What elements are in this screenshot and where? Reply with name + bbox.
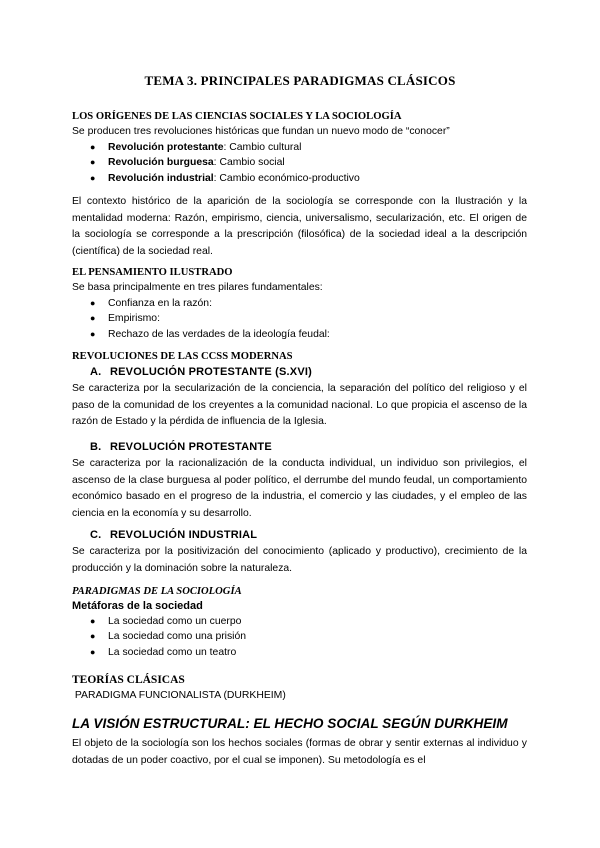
subheading-title: REVOLUCIÓN PROTESTANTE (S.XVI): [110, 366, 312, 378]
section-heading-paradigmas: PARADIGMAS DE LA SOCIOLOGÍA: [72, 586, 242, 597]
subheading-letter: B.: [90, 441, 102, 453]
list-item-text: : Cambio cultural: [223, 142, 302, 153]
list-item: [90, 645, 246, 660]
origenes-intro: Se producen tres revoluciones históricas que fundan un nuevo modo de “conocer”: [72, 126, 450, 137]
subheading-b: [90, 441, 272, 453]
section-heading-ilustrado: EL PENSAMIENTO ILUSTRADO: [72, 267, 233, 278]
ilustrado-intro: Se basa principalmente en tres pilares fundamentales:: [72, 282, 323, 293]
section-heading-revoluciones: REVOLUCIONES DE LAS CCSS MODERNAS: [72, 351, 293, 362]
bullet-icon: ●: [90, 298, 96, 308]
list-item-bold: Revolución burguesa: [108, 157, 214, 169]
list-item: [90, 327, 330, 342]
bullet-icon: ●: [90, 631, 96, 642]
list-item: [90, 629, 246, 644]
list-item-text: La sociedad como un teatro: [108, 646, 237, 658]
list-item-text: La sociedad como una prisión: [108, 631, 247, 643]
list-item: [90, 311, 330, 326]
metaforas-subheading: Metáforas de la sociedad: [72, 600, 203, 612]
bullet-icon: ●: [90, 616, 96, 626]
list-item-text: Rechazo de las verdades de la ideología feudal:: [108, 328, 330, 340]
bullet-icon: ●: [90, 172, 96, 183]
subheading-a: [90, 366, 312, 378]
bullet-icon: ●: [90, 157, 96, 168]
bullet-icon: ●: [90, 313, 96, 324]
subheading-title: REVOLUCIÓN PROTESTANTE: [110, 441, 272, 453]
bullet-icon: ●: [90, 328, 96, 339]
list-item-bold: Revolución protestante: [108, 142, 224, 153]
subheading-title: REVOLUCIÓN INDUSTRIAL: [110, 529, 258, 541]
list-item-bold: Revolución industrial: [108, 172, 214, 184]
list-item-text: Empirismo:: [108, 313, 160, 325]
vision-estructural-paragraph: El objeto de la sociología son los hechos sociales (formas de obrar y sentir externas al individuo y dotadas de un poder coactivo, por el cual se imponen). Su metodología es el: [72, 738, 527, 766]
paradigma-funcionalista: PARADIGMA FUNCIONALISTA (DURKHEIM): [72, 690, 286, 701]
list-item: [90, 171, 360, 186]
section-heading-teorias: TEORÍAS CLÁSICAS: [72, 674, 185, 686]
page-title: TEMA 3. PRINCIPALES PARADIGMAS CLÁSICOS: [144, 73, 456, 88]
revoluciones-list: [90, 140, 360, 186]
list-item-text: : Cambio social: [213, 157, 285, 169]
list-item: [90, 140, 360, 155]
pilares-list: [90, 296, 330, 342]
list-item-text: Confianza en la razón:: [108, 298, 212, 309]
revolucion-a-paragraph: Se caracteriza por la secularización de la conciencia, la separación del político del religioso y el paso de la comunidad de los creyentes a la comunidad nacional. Lo que propicia el ascenso de la razón de Estado y la pérdida de influencia de la Iglesia.: [72, 383, 527, 428]
subheading-letter: A.: [90, 366, 102, 378]
revolucion-c-paragraph: Se caracteriza por la positivización del conocimiento (aplicado y productivo), crecimiento de la producción y la dominación sobre la naturaleza.: [72, 546, 527, 574]
list-item: [90, 155, 360, 170]
revolucion-b-paragraph: Se caracteriza por la racionalización de la conducta individual, un individuo son privilegios, el ascenso de la clase burguesa al poder político, el derrumbe del mundo feudal, un comportamiento económico basado en el progreso de la industria, el comercio y las ciudades, y el empleo de las ciencia en la economía y su desarrollo.: [72, 458, 527, 519]
subheading-letter: C.: [90, 529, 102, 541]
list-item-text: : Cambio económico-productivo: [213, 172, 360, 184]
metaforas-list: [90, 614, 246, 660]
subheading-c: [90, 529, 257, 541]
list-item: [90, 296, 330, 311]
origenes-paragraph: El contexto histórico de la aparición de la sociología se corresponde con la Ilustración y la mentalidad moderna: Razón, empirismo, ciencia, universalismo, secularización, etc. El origen de la sociología se corresponde a la prescripción (filosófica) de la sociedad ideal a la descripción (científica) de la sociedad real.: [72, 196, 527, 257]
section-heading-vision-estructural: LA VISIÓN ESTRUCTURAL: EL HECHO SOCIAL SEGÚN DURKHEIM: [72, 716, 508, 731]
list-item-text: La sociedad como un cuerpo: [108, 616, 242, 627]
list-item: [90, 614, 246, 629]
bullet-icon: ●: [90, 646, 96, 657]
bullet-icon: ●: [90, 142, 96, 152]
section-heading-origenes: LOS ORÍGENES DE LAS CIENCIAS SOCIALES Y LA SOCIOLOGÍA: [72, 111, 402, 122]
